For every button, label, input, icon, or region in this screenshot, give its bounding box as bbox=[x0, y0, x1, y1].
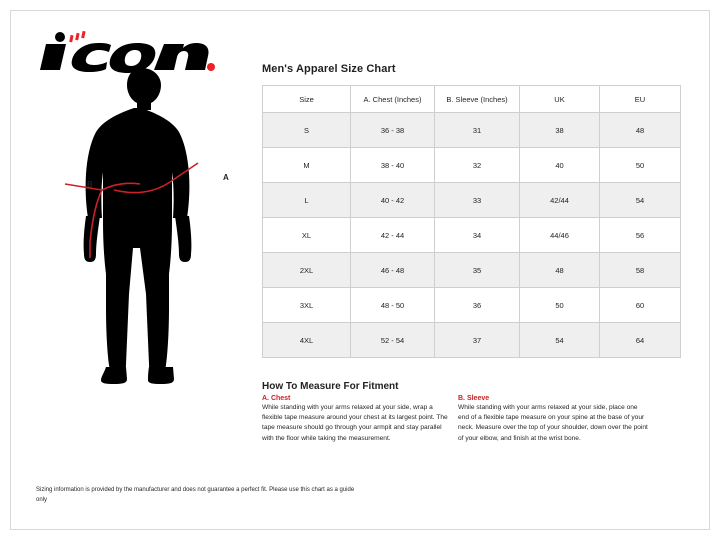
cell-uk: 48 bbox=[520, 253, 600, 288]
cell-sleeve: 32 bbox=[435, 148, 520, 183]
cell-uk: 44/46 bbox=[520, 218, 600, 253]
cell-chest: 36 - 38 bbox=[351, 113, 435, 148]
cell-uk: 54 bbox=[520, 323, 600, 358]
cell-chest: 48 - 50 bbox=[351, 288, 435, 323]
cell-sleeve: 35 bbox=[435, 253, 520, 288]
cell-sleeve: 36 bbox=[435, 288, 520, 323]
cell-size: 2XL bbox=[263, 253, 351, 288]
cell-eu: 54 bbox=[600, 183, 681, 218]
column-header-sleeve: B. Sleeve (Inches) bbox=[435, 86, 520, 113]
footer-disclaimer: Sizing information is provided by the manufacturer and does not guarantee a perfect fit. Please use this chart as a guide only bbox=[36, 487, 355, 503]
how-to-measure-chest bbox=[262, 395, 452, 444]
cell-size: M bbox=[263, 148, 351, 183]
table-header-row bbox=[263, 86, 681, 113]
column-header-eu: EU bbox=[600, 86, 681, 113]
cell-size: 4XL bbox=[263, 323, 351, 358]
table-row bbox=[263, 218, 681, 253]
cell-chest: 42 - 44 bbox=[351, 218, 435, 253]
body-measurement-figure bbox=[30, 62, 255, 392]
cell-eu: 60 bbox=[600, 288, 681, 323]
cell-size: S bbox=[263, 113, 351, 148]
column-header-chest: A. Chest (Inches) bbox=[351, 86, 435, 113]
cell-size: 3XL bbox=[263, 288, 351, 323]
cell-sleeve: 33 bbox=[435, 183, 520, 218]
callout-label-b: B bbox=[87, 180, 93, 189]
chest-heading: A. Chest bbox=[262, 395, 291, 402]
table-row bbox=[263, 183, 681, 218]
male-silhouette-icon bbox=[30, 62, 255, 392]
table-row bbox=[263, 113, 681, 148]
column-header-uk: UK bbox=[520, 86, 600, 113]
size-chart-table bbox=[262, 85, 681, 358]
cell-uk: 38 bbox=[520, 113, 600, 148]
chest-body: While standing with your arms relaxed at your side, wrap a flexible tape measure around your chest at its largest point. The tape measure should go through your armpit and stay parallel with the floor while taking the measurement. bbox=[262, 404, 448, 442]
cell-sleeve: 31 bbox=[435, 113, 520, 148]
table-row bbox=[263, 323, 681, 358]
table-row bbox=[263, 148, 681, 183]
cell-size: L bbox=[263, 183, 351, 218]
cell-chest: 46 - 48 bbox=[351, 253, 435, 288]
cell-uk: 42/44 bbox=[520, 183, 600, 218]
sleeve-heading: B. Sleeve bbox=[458, 395, 490, 402]
cell-eu: 48 bbox=[600, 113, 681, 148]
cell-eu: 50 bbox=[600, 148, 681, 183]
page-title: Men's Apparel Size Chart bbox=[262, 63, 396, 75]
cell-chest: 40 - 42 bbox=[351, 183, 435, 218]
cell-chest: 52 - 54 bbox=[351, 323, 435, 358]
cell-uk: 40 bbox=[520, 148, 600, 183]
table-row bbox=[263, 253, 681, 288]
cell-eu: 58 bbox=[600, 253, 681, 288]
cell-sleeve: 34 bbox=[435, 218, 520, 253]
callout-label-a: A bbox=[223, 173, 229, 182]
cell-chest: 38 - 40 bbox=[351, 148, 435, 183]
cell-eu: 64 bbox=[600, 323, 681, 358]
sleeve-body: While standing with your arms relaxed at your side, place one end of a flexible tape measure on your spine at the base of your neck. Measure over the top of your shoulder, down over the point of your elbow, and finish at the wrist bone. bbox=[458, 404, 648, 442]
how-to-measure-title: How To Measure For Fitment bbox=[262, 381, 399, 392]
cell-size: XL bbox=[263, 218, 351, 253]
cell-sleeve: 37 bbox=[435, 323, 520, 358]
cell-eu: 56 bbox=[600, 218, 681, 253]
table-row bbox=[263, 288, 681, 323]
column-header-size: Size bbox=[263, 86, 351, 113]
how-to-measure-sleeve bbox=[458, 395, 648, 444]
cell-uk: 50 bbox=[520, 288, 600, 323]
